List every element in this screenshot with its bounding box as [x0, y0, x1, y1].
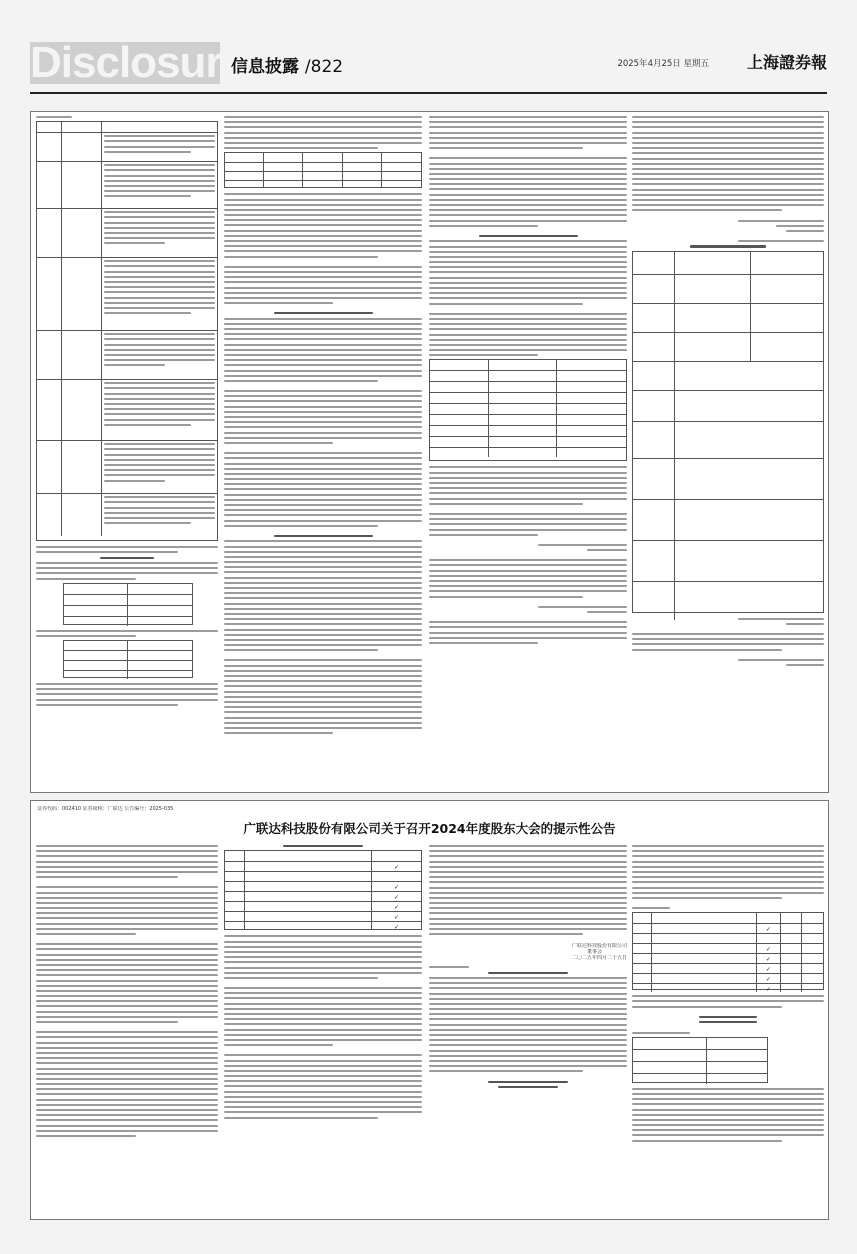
signature-board: 董事会 [586, 949, 602, 956]
column-2 [224, 116, 422, 737]
column-4 [632, 116, 824, 669]
bottom-column-1 [36, 845, 218, 1140]
proxy-form-table [632, 251, 824, 613]
amendment-table [36, 121, 218, 541]
small-table-1 [63, 583, 192, 625]
proposal-table-2 [632, 912, 824, 994]
disclosure-logo: Disclosure [30, 38, 245, 87]
check-mark-icon: ✓ [757, 954, 782, 963]
header-rule [30, 92, 827, 94]
check-mark-icon: ✓ [757, 964, 782, 973]
share-table [224, 152, 422, 188]
check-mark-icon: ✓ [757, 984, 782, 992]
section-title: 信息披露 /822 [231, 57, 344, 77]
top-announcement-panel [30, 111, 829, 793]
check-mark-icon: ✓ [757, 924, 782, 933]
proposal-table-1 [224, 850, 422, 930]
attendance-table [632, 1037, 768, 1083]
signature-date: 二〇二五年四月二十五日 [571, 955, 627, 962]
check-mark-icon: ✓ [393, 894, 399, 902]
check-mark-icon: ✓ [393, 904, 399, 912]
check-mark-icon: ✓ [393, 864, 399, 872]
issue-date: 2025年4月25日 星期五 [617, 59, 709, 69]
bottom-column-4 [632, 845, 824, 1145]
check-mark-icon: ✓ [393, 924, 399, 932]
check-mark-icon: ✓ [757, 974, 782, 983]
column-1 [36, 116, 218, 709]
check-mark-icon: ✓ [393, 914, 399, 922]
capital-table [429, 359, 627, 461]
bottom-announcement-panel [30, 800, 829, 1220]
small-table-2 [63, 640, 192, 678]
column-3 [429, 116, 627, 647]
check-mark-icon: ✓ [757, 944, 782, 953]
check-mark-icon: ✓ [393, 884, 399, 892]
announcement-code: 证券代码：002410 证券简称：广联达 公告编号：2025-035 [37, 806, 174, 812]
signature-company: 广联达科技股份有限公司 [571, 943, 627, 950]
bottom-column-2 [224, 845, 422, 1122]
bottom-column-3 [429, 845, 627, 1091]
masthead [30, 40, 827, 86]
newspaper-name: 上海證券報 [746, 53, 827, 72]
announcement-title: 广联达科技股份有限公司关于召开2024年度股东大会的提示性公告 [243, 821, 616, 836]
